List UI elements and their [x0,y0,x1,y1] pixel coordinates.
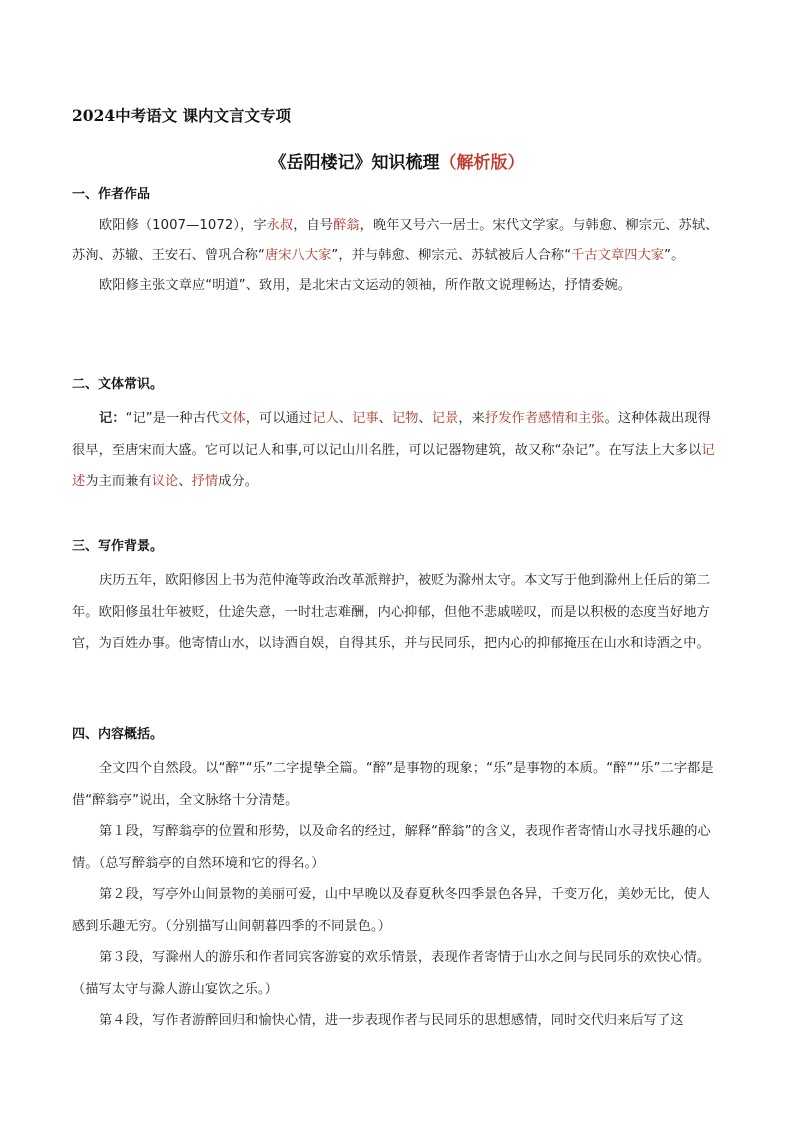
summary-paragraph: 第４段，写作者游醉回归和愉快心情，进一步表现作者与民同乐的思想感情，同时交代归来后写了这 [99,1013,684,1028]
highlight-sida: 千古文章四大家 [571,248,665,263]
summary-paragraph: 第１段，写醉翁亭的位置和形势，以及命名的经过，解释“醉翁”的含义，表现作者寄情山水寻找乐趣的心情。（总写醉翁亭的自然环境和它的得名。） [72,824,711,871]
section-heading: 三、写作背景。 [72,539,164,554]
title-suffix: （解析版） [439,153,525,173]
genre-paragraph: 记：“记”是一种古代文体，可以通过记人、记事、记物、记景，来抒发作者感情和主张。这种体裁出现得很早，至唐宋而大盛。它可以记人和事,可以记山川名胜，可以记器物建筑，故又称“杂记”。在写法上大多以记述为主而兼有议论、抒情成分。 [72,411,715,489]
section-genre [72,373,722,498]
summary-paragraph: 第２段，写亭外山间景物的美丽可爱，山中早晚以及春夏秋冬四季景色各异，千变万化，美妙无比，使人感到乐趣无穷。（分别描写山间朝暮四季的不同景色。） [72,887,711,934]
section-heading: 四、内容概括。 [72,727,164,742]
section-summary [72,723,722,1037]
courtesy-name: 永叔 [266,218,294,233]
genre-term: 记： [99,411,126,426]
background-paragraph: 庆历五年，欧阳修因上书为范仲淹等政治改革派辩护，被贬为滁州太守。本文写于他到滁州上任后的第二年。欧阳修虽壮年被贬，仕途失意，一时壮志难酬，内心抑郁，但他不悲戚嗟叹，而是以积极的态度当好地方官，为百姓办事。他寄情山水，以诗酒自娱，自得其乐，并与民同乐，把内心的抑郁掩压在山水和诗酒之中。 [72,573,711,651]
summary-paragraph: 全文四个自然段。以“醉”“乐”二字提挚全篇。“醉”是事物的现象；“乐”是事物的本质。“醉”“乐”二字都是借“醉翁亭”说出，全文脉络十分清楚。 [72,761,714,808]
author-paragraph: 欧阳修（1007—1072），字永叔，自号醉翁，晚年又号六一居士。宋代文学家。与韩愈、柳宗元、苏轼、苏洵、苏辙、王安石、曾巩合称“唐宋八大家”，并与韩愈、柳宗元、苏轼被后人合称“千古文章四大家”。 [72,218,719,263]
highlight-tangsong: 唐宋八大家 [264,248,332,263]
section-author [72,183,722,301]
series-header: 2024中考语文 课内文言文专项 [72,106,292,125]
title-main: 《岳阳楼记》知识梳理 [269,153,440,173]
author-paragraph-2: 欧阳修主张文章应“明道”、致用，是北宋古文运动的领袖，所作散文说理畅达，抒情委婉。 [99,278,632,293]
section-heading: 二、文体常识。 [72,377,164,392]
section-heading: 一、作者作品 [72,187,151,202]
section-background [72,535,722,660]
page-title [0,148,794,173]
pen-name: 醉翁 [333,218,360,233]
summary-paragraph: 第３段，写滁州人的游乐和作者同宾客游宴的欢乐情景，表现作者寄情于山水之间与民同乐的欢快心情。（描写太守与滁人游山宴饮之乐。） [72,950,711,997]
